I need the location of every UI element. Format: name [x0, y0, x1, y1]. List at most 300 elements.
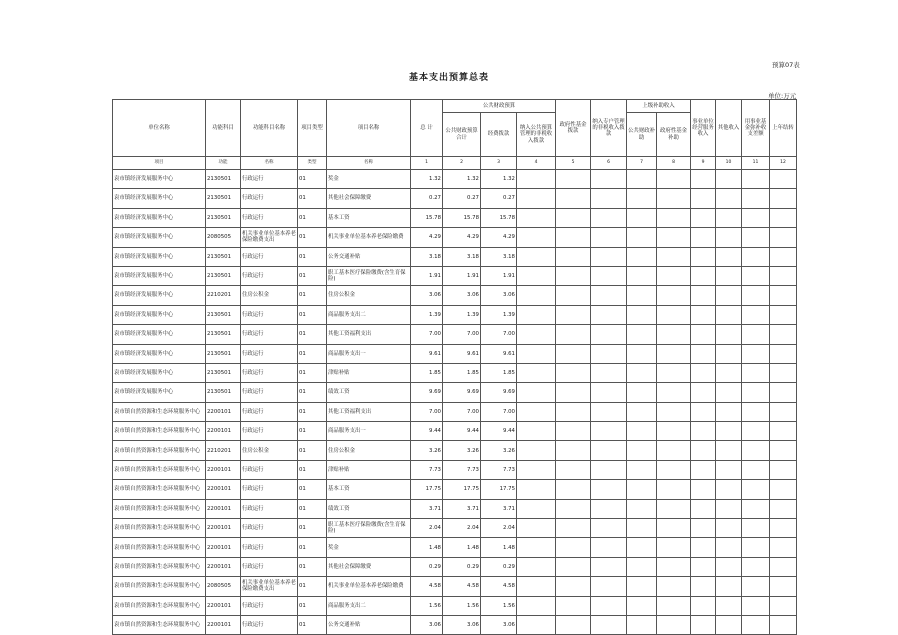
unit-name-cell: 袁市镇自然资源和生态环境服务中心 — [113, 480, 206, 499]
empty-cell — [770, 441, 797, 460]
table-row — [113, 266, 797, 285]
empty-cell — [657, 344, 691, 363]
total-cell: 1.91 — [411, 266, 443, 285]
empty-cell — [742, 266, 770, 285]
item-name-cell: 职工基本医疗保险缴费(含生育保险) — [327, 266, 411, 285]
total-cell: 3.06 — [411, 286, 443, 305]
empty-cell — [770, 344, 797, 363]
pub-subtotal-cell: 1.48 — [443, 538, 481, 557]
empty-cell — [691, 596, 716, 615]
empty-cell — [517, 615, 556, 634]
item-name-cell: 机关事业单位基本养老保险缴费 — [327, 577, 411, 596]
pub-subtotal-cell: 7.73 — [443, 460, 481, 479]
func-code-cell: 2130501 — [206, 305, 241, 324]
func-code-cell: 2200101 — [206, 557, 241, 576]
empty-cell — [770, 499, 797, 518]
empty-cell — [627, 170, 657, 189]
empty-cell — [517, 266, 556, 285]
empty-cell — [556, 247, 591, 266]
pub-subtotal-cell: 1.32 — [443, 170, 481, 189]
empty-cell — [627, 557, 657, 576]
empty-cell — [657, 208, 691, 227]
empty-cell — [591, 363, 627, 382]
operating-cell: 1.85 — [481, 363, 517, 382]
empty-cell — [657, 596, 691, 615]
item-type-cell: 01 — [298, 577, 327, 596]
item-type-cell: 01 — [298, 519, 327, 538]
operating-cell: 0.27 — [481, 189, 517, 208]
empty-cell — [742, 460, 770, 479]
empty-cell — [716, 325, 742, 344]
func-code-cell: 2130501 — [206, 383, 241, 402]
index-cell: 11 — [742, 157, 770, 170]
empty-cell — [517, 480, 556, 499]
index-cell: 7 — [627, 157, 657, 170]
empty-cell — [742, 499, 770, 518]
pub-subtotal-cell: 9.44 — [443, 422, 481, 441]
func-code-cell: 2080505 — [206, 228, 241, 247]
empty-cell — [517, 422, 556, 441]
empty-cell — [591, 422, 627, 441]
empty-cell — [657, 422, 691, 441]
empty-cell — [716, 499, 742, 518]
empty-cell — [591, 228, 627, 247]
empty-cell — [716, 247, 742, 266]
func-code-cell: 2080505 — [206, 577, 241, 596]
empty-cell — [716, 422, 742, 441]
empty-cell — [742, 596, 770, 615]
empty-cell — [691, 383, 716, 402]
table-row — [113, 208, 797, 227]
unit-name-cell: 袁市镇自然资源和生态环境服务中心 — [113, 460, 206, 479]
empty-cell — [627, 441, 657, 460]
empty-cell — [517, 208, 556, 227]
unit-name-cell: 袁市镇自然资源和生态环境服务中心 — [113, 596, 206, 615]
empty-cell — [657, 325, 691, 344]
unit-name-cell: 袁市镇经济发展服务中心 — [113, 208, 206, 227]
empty-cell — [627, 247, 657, 266]
empty-cell — [657, 305, 691, 324]
item-type-cell: 01 — [298, 189, 327, 208]
item-type-cell: 01 — [298, 538, 327, 557]
table-row — [113, 305, 797, 324]
empty-cell — [716, 383, 742, 402]
header-special-account: 纳入专户管理的非税收入拨款 — [591, 100, 627, 157]
empty-cell — [691, 615, 716, 634]
empty-cell — [591, 305, 627, 324]
empty-cell — [591, 266, 627, 285]
item-name-cell: 商品服务支出二 — [327, 596, 411, 615]
operating-cell: 1.48 — [481, 538, 517, 557]
unit-name-cell: 袁市镇经济发展服务中心 — [113, 305, 206, 324]
empty-cell — [691, 577, 716, 596]
empty-cell — [517, 344, 556, 363]
item-name-cell: 绩效工资 — [327, 499, 411, 518]
pub-subtotal-cell: 1.39 — [443, 305, 481, 324]
func-name-cell: 行政运行 — [241, 344, 298, 363]
empty-cell — [627, 208, 657, 227]
header-func-code: 功能科目 — [206, 100, 241, 157]
func-name-cell: 机关事业单位基本养老保险缴费支出 — [241, 228, 298, 247]
func-code-cell: 2130501 — [206, 325, 241, 344]
item-name-cell: 津贴补贴 — [327, 363, 411, 382]
index-cell: 9 — [691, 157, 716, 170]
empty-cell — [770, 325, 797, 344]
empty-cell — [627, 305, 657, 324]
empty-cell — [591, 402, 627, 421]
empty-cell — [627, 460, 657, 479]
empty-cell — [657, 247, 691, 266]
index-cell: 6 — [591, 157, 627, 170]
empty-cell — [742, 228, 770, 247]
empty-cell — [591, 325, 627, 344]
empty-cell — [742, 480, 770, 499]
empty-cell — [517, 170, 556, 189]
empty-cell — [556, 519, 591, 538]
header-item-type: 项目类型 — [298, 100, 327, 157]
unit-name-cell: 袁市镇自然资源和生态环境服务中心 — [113, 422, 206, 441]
operating-cell: 9.69 — [481, 383, 517, 402]
empty-cell — [691, 305, 716, 324]
empty-cell — [770, 305, 797, 324]
empty-cell — [770, 402, 797, 421]
func-code-cell: 2130501 — [206, 363, 241, 382]
empty-cell — [742, 189, 770, 208]
total-cell: 1.48 — [411, 538, 443, 557]
unit-name-cell: 袁市镇经济发展服务中心 — [113, 189, 206, 208]
empty-cell — [691, 519, 716, 538]
table-row — [113, 247, 797, 266]
total-cell: 3.06 — [411, 615, 443, 634]
header-unit-name: 单位名称 — [113, 100, 206, 157]
pub-subtotal-cell: 15.78 — [443, 208, 481, 227]
empty-cell — [627, 577, 657, 596]
empty-cell — [591, 383, 627, 402]
empty-cell — [627, 286, 657, 305]
pub-subtotal-cell: 0.27 — [443, 189, 481, 208]
empty-cell — [742, 383, 770, 402]
empty-cell — [517, 189, 556, 208]
empty-cell — [716, 577, 742, 596]
empty-cell — [556, 499, 591, 518]
empty-cell — [770, 577, 797, 596]
empty-cell — [691, 189, 716, 208]
item-name-cell: 绩效工资 — [327, 383, 411, 402]
empty-cell — [591, 557, 627, 576]
empty-cell — [770, 460, 797, 479]
empty-cell — [770, 247, 797, 266]
table-row — [113, 480, 797, 499]
empty-cell — [716, 480, 742, 499]
empty-cell — [627, 383, 657, 402]
func-name-cell: 行政运行 — [241, 480, 298, 499]
item-type-cell: 01 — [298, 344, 327, 363]
func-name-cell: 行政运行 — [241, 363, 298, 382]
header-gov-fund-subsidy: 政府性基金补助 — [657, 113, 691, 157]
empty-cell — [742, 577, 770, 596]
item-name-cell: 商品服务支出一 — [327, 344, 411, 363]
page-title: 基本支出预算总表 — [408, 73, 489, 83]
unit-name-cell: 袁市镇经济发展服务中心 — [113, 228, 206, 247]
empty-cell — [716, 266, 742, 285]
header-operating: 经费拨款 — [481, 113, 517, 157]
empty-cell — [556, 208, 591, 227]
operating-cell: 0.29 — [481, 557, 517, 576]
empty-cell — [627, 596, 657, 615]
operating-cell: 1.91 — [481, 266, 517, 285]
unit-name-cell: 袁市镇经济发展服务中心 — [113, 344, 206, 363]
empty-cell — [742, 325, 770, 344]
pub-subtotal-cell: 1.91 — [443, 266, 481, 285]
empty-cell — [556, 363, 591, 382]
empty-cell — [556, 557, 591, 576]
item-type-cell: 01 — [298, 247, 327, 266]
item-name-cell: 基本工资 — [327, 480, 411, 499]
empty-cell — [691, 557, 716, 576]
empty-cell — [770, 363, 797, 382]
item-name-cell: 公务交通补贴 — [327, 615, 411, 634]
empty-cell — [657, 538, 691, 557]
func-code-cell: 2130501 — [206, 266, 241, 285]
table-row — [113, 344, 797, 363]
table-row — [113, 325, 797, 344]
pub-subtotal-cell: 1.56 — [443, 596, 481, 615]
unit-name-cell: 袁市镇自然资源和生态环境服务中心 — [113, 577, 206, 596]
empty-cell — [627, 344, 657, 363]
item-name-cell: 商品服务支出二 — [327, 305, 411, 324]
empty-cell — [591, 615, 627, 634]
empty-cell — [742, 615, 770, 634]
func-name-cell: 住房公积金 — [241, 441, 298, 460]
empty-cell — [517, 460, 556, 479]
empty-cell — [691, 422, 716, 441]
item-type-cell: 01 — [298, 422, 327, 441]
index-cell: 类型 — [298, 157, 327, 170]
operating-cell: 7.73 — [481, 460, 517, 479]
empty-cell — [517, 383, 556, 402]
unit-name-cell: 袁市镇自然资源和生态环境服务中心 — [113, 441, 206, 460]
item-name-cell: 住房公积金 — [327, 441, 411, 460]
total-cell: 3.26 — [411, 441, 443, 460]
operating-cell: 7.00 — [481, 325, 517, 344]
empty-cell — [716, 228, 742, 247]
empty-cell — [627, 363, 657, 382]
item-name-cell: 其他社会保障缴费 — [327, 557, 411, 576]
func-name-cell: 行政运行 — [241, 266, 298, 285]
empty-cell — [591, 441, 627, 460]
item-name-cell: 基本工资 — [327, 208, 411, 227]
empty-cell — [517, 305, 556, 324]
empty-cell — [716, 519, 742, 538]
empty-cell — [716, 189, 742, 208]
index-cell: 功能 — [206, 157, 241, 170]
func-name-cell: 行政运行 — [241, 519, 298, 538]
unit-name-cell: 袁市镇经济发展服务中心 — [113, 247, 206, 266]
operating-cell: 9.44 — [481, 422, 517, 441]
operating-cell: 3.06 — [481, 286, 517, 305]
empty-cell — [742, 247, 770, 266]
index-cell: 10 — [716, 157, 742, 170]
total-cell: 7.73 — [411, 460, 443, 479]
empty-cell — [742, 538, 770, 557]
empty-cell — [716, 596, 742, 615]
empty-cell — [657, 480, 691, 499]
empty-cell — [691, 228, 716, 247]
table-row — [113, 422, 797, 441]
func-name-cell: 行政运行 — [241, 499, 298, 518]
index-cell: 名称 — [327, 157, 411, 170]
table-row — [113, 538, 797, 557]
empty-cell — [691, 363, 716, 382]
item-type-cell: 01 — [298, 383, 327, 402]
item-type-cell: 01 — [298, 266, 327, 285]
func-name-cell: 行政运行 — [241, 460, 298, 479]
header-earmarked: 纳入公共预算管理的非税收入拨款 — [517, 113, 556, 157]
item-type-cell: 01 — [298, 228, 327, 247]
unit-name-cell: 袁市镇经济发展服务中心 — [113, 325, 206, 344]
operating-cell: 1.32 — [481, 170, 517, 189]
table-row — [113, 170, 797, 189]
unit-name-cell: 袁市镇自然资源和生态环境服务中心 — [113, 538, 206, 557]
table-row — [113, 363, 797, 382]
header-pub-subtotal: 公共财政预算合计 — [443, 113, 481, 157]
empty-cell — [770, 557, 797, 576]
item-type-cell: 01 — [298, 596, 327, 615]
empty-cell — [716, 305, 742, 324]
empty-cell — [556, 305, 591, 324]
empty-cell — [691, 538, 716, 557]
empty-cell — [517, 228, 556, 247]
empty-cell — [517, 538, 556, 557]
empty-cell — [716, 363, 742, 382]
operating-cell: 3.26 — [481, 441, 517, 460]
empty-cell — [517, 557, 556, 576]
operating-cell: 7.00 — [481, 402, 517, 421]
operating-cell: 9.61 — [481, 344, 517, 363]
empty-cell — [556, 325, 591, 344]
item-type-cell: 01 — [298, 460, 327, 479]
empty-cell — [742, 305, 770, 324]
empty-cell — [591, 460, 627, 479]
empty-cell — [742, 402, 770, 421]
empty-cell — [691, 499, 716, 518]
func-code-cell: 2200101 — [206, 615, 241, 634]
empty-cell — [627, 325, 657, 344]
empty-cell — [716, 557, 742, 576]
empty-cell — [657, 189, 691, 208]
empty-cell — [657, 266, 691, 285]
item-name-cell: 其他社会保障缴费 — [327, 189, 411, 208]
table-row — [113, 402, 797, 421]
empty-cell — [716, 286, 742, 305]
empty-cell — [517, 441, 556, 460]
empty-cell — [742, 519, 770, 538]
func-name-cell: 行政运行 — [241, 383, 298, 402]
header-carryover: 上年结转 — [770, 100, 797, 157]
empty-cell — [716, 402, 742, 421]
empty-cell — [591, 286, 627, 305]
item-name-cell: 津贴补贴 — [327, 460, 411, 479]
func-code-cell: 2130501 — [206, 189, 241, 208]
header-other-income: 其他收入 — [716, 100, 742, 157]
empty-cell — [691, 325, 716, 344]
item-type-cell: 01 — [298, 441, 327, 460]
total-cell: 9.69 — [411, 383, 443, 402]
total-cell: 17.75 — [411, 480, 443, 499]
empty-cell — [517, 286, 556, 305]
empty-cell — [657, 499, 691, 518]
table-row — [113, 499, 797, 518]
header-fund-income: 用事业基金弥补收支差额 — [742, 100, 770, 157]
func-code-cell: 2130501 — [206, 208, 241, 227]
table-row — [113, 577, 797, 596]
empty-cell — [556, 402, 591, 421]
header-item-name: 项目名称 — [327, 100, 411, 157]
empty-cell — [657, 363, 691, 382]
total-cell: 15.78 — [411, 208, 443, 227]
empty-cell — [657, 615, 691, 634]
empty-cell — [770, 170, 797, 189]
empty-cell — [657, 577, 691, 596]
empty-cell — [716, 460, 742, 479]
item-name-cell: 公务交通补贴 — [327, 247, 411, 266]
func-code-cell: 2200101 — [206, 460, 241, 479]
operating-cell: 3.71 — [481, 499, 517, 518]
empty-cell — [742, 208, 770, 227]
header-gov-fund: 政府性基金拨款 — [556, 100, 591, 157]
func-name-cell: 行政运行 — [241, 208, 298, 227]
empty-cell — [627, 189, 657, 208]
func-code-cell: 2130501 — [206, 170, 241, 189]
total-cell: 9.61 — [411, 344, 443, 363]
operating-cell: 1.39 — [481, 305, 517, 324]
empty-cell — [770, 208, 797, 227]
empty-cell — [691, 460, 716, 479]
empty-cell — [716, 441, 742, 460]
operating-cell: 4.58 — [481, 577, 517, 596]
table-row — [113, 228, 797, 247]
item-type-cell: 01 — [298, 480, 327, 499]
empty-cell — [591, 208, 627, 227]
item-type-cell: 01 — [298, 325, 327, 344]
header-superior-subsidy: 上级补助收入 — [627, 100, 691, 113]
empty-cell — [556, 266, 591, 285]
empty-cell — [556, 228, 591, 247]
empty-cell — [591, 499, 627, 518]
empty-cell — [691, 441, 716, 460]
empty-cell — [556, 441, 591, 460]
empty-cell — [556, 596, 591, 615]
empty-cell — [770, 480, 797, 499]
table-row — [113, 383, 797, 402]
unit-name-cell: 袁市镇自然资源和生态环境服务中心 — [113, 519, 206, 538]
table-row — [113, 189, 797, 208]
unit-name-cell: 袁市镇自然资源和生态环境服务中心 — [113, 499, 206, 518]
empty-cell — [517, 402, 556, 421]
table-row — [113, 441, 797, 460]
pub-subtotal-cell: 2.04 — [443, 519, 481, 538]
empty-cell — [716, 170, 742, 189]
empty-cell — [556, 189, 591, 208]
index-cell: 名称 — [241, 157, 298, 170]
header-business-income: 事业单位经营服务收入 — [691, 100, 716, 157]
empty-cell — [517, 577, 556, 596]
func-code-cell: 2200101 — [206, 519, 241, 538]
pub-subtotal-cell: 0.29 — [443, 557, 481, 576]
item-name-cell: 职工基本医疗保险缴费(含生育保险) — [327, 519, 411, 538]
empty-cell — [691, 247, 716, 266]
total-cell: 3.18 — [411, 247, 443, 266]
